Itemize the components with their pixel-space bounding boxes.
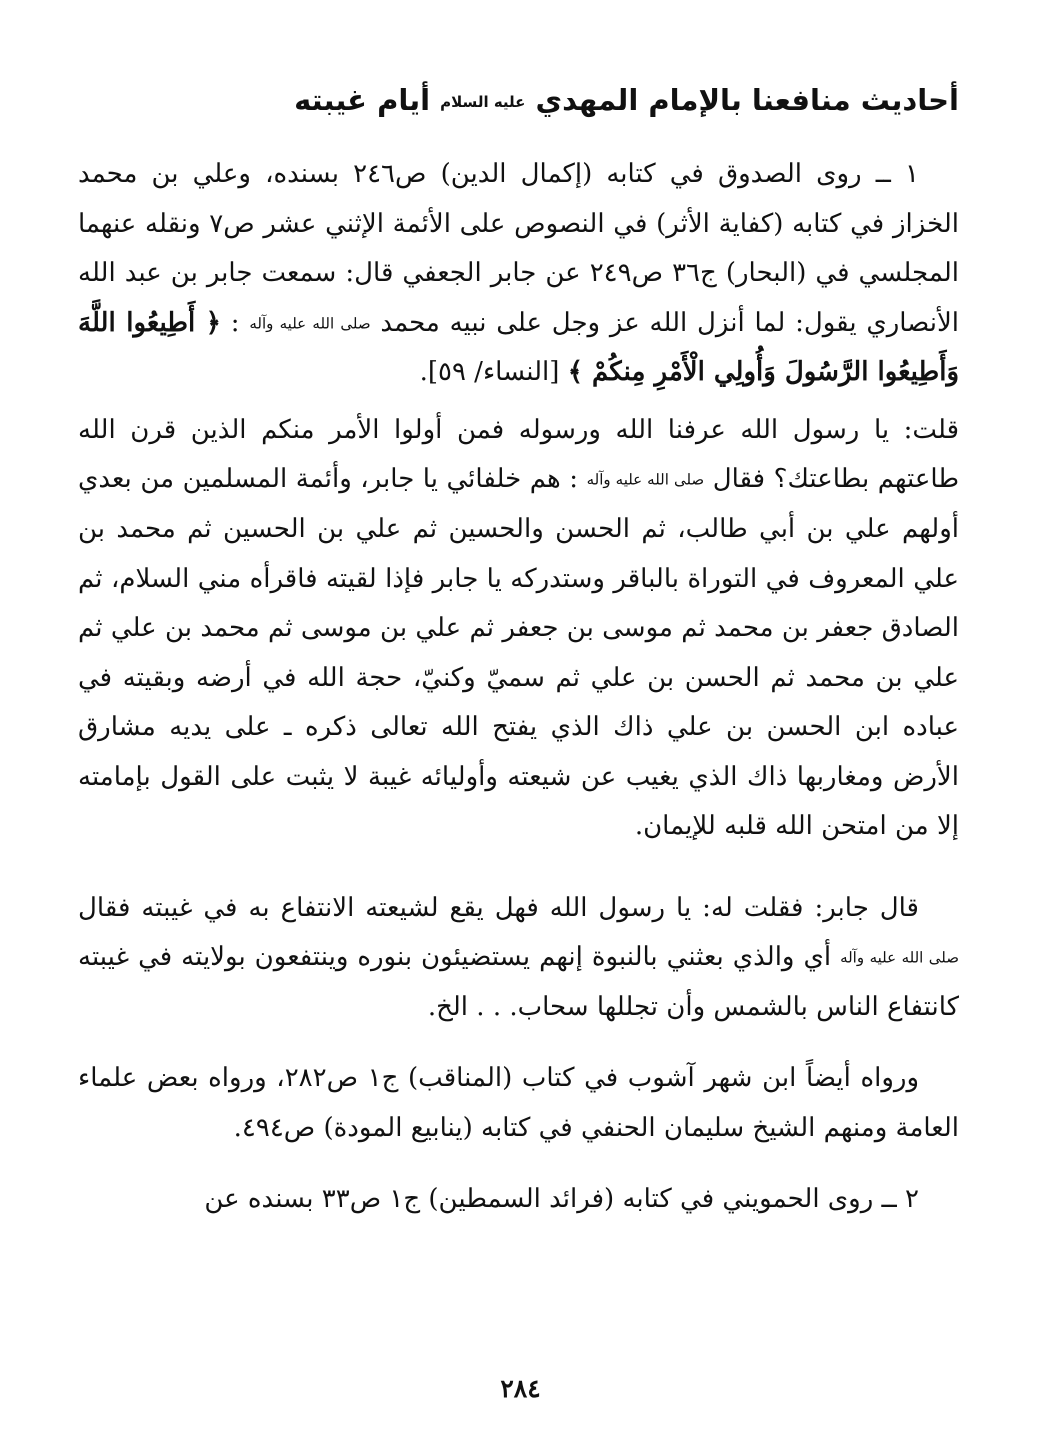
paragraph-2-text-start: قلت: يا رسول الله عرفنا الله ورسوله فمن أولوا الأمر منكم الذين قرن الله طاعتهم بطاعتك؟ فقال [78, 414, 960, 495]
paragraph-2 [78, 406, 959, 852]
salutation-mark: عليه السلام [440, 93, 526, 111]
salutation-mark: صلى الله عليه وآله [586, 470, 705, 489]
quran-verse: ﴿ أَطِيعُوا اللَّهَ وَأَطِيعُوا الرَّسُولَ وَأُولِي الْأَمْرِ مِنكُمْ ﴾ [78, 307, 959, 388]
paragraph-1-colon: : [230, 307, 240, 338]
salutation-mark: صلى الله عليه وآله [249, 313, 371, 332]
paragraph-4 [78, 1054, 959, 1153]
header-title-start: أحاديث منافعنا بالإمام المهدي [535, 83, 959, 117]
salutation-mark: صلى الله عليه وآله [840, 948, 960, 967]
paragraph-1-text: ١ ــ روى الصدوق في كتابه (إكمال الدين) ص٢٤٦ بسنده، وعلي بن محمد الخزاز في كتابه (كفاية الأثر) في النصوص على الأئمة الإثني عشر ص٧ ونقله عنهما المجلسي في (البحار) ج٣٦ ص٢٤٩ عن جابر الجعفي قال: سمعت جابر بن عبد الله الأنصاري يقول: لما أنزل الله عز وجل على نبيه محمد [78, 159, 960, 338]
page-header [78, 78, 959, 124]
paragraph-1 [78, 150, 959, 398]
paragraph-5-text: ٢ ــ روى الحمويني في كتابه (فرائد السمطين) ج١ ص٣٣ بسنده عن [204, 1184, 919, 1215]
page-number: ٢٨٤ [500, 1374, 541, 1403]
quran-citation: [النساء/ ٥٩]. [419, 357, 560, 388]
header-title-end: أيام غيبته [294, 83, 431, 117]
paragraph-3-text-end: أي والذي بعثني بالنبوة إنهم يستضيئون بنوره وينتفعون بولايته في غيبته كانتفاع الناس بالشمس وأن تجللها سحاب. . . الخ. [78, 942, 959, 1022]
paragraph-2-text-end: : هم خلفائي يا جابر، وأئمة المسلمين من بعدي أولهم علي بن أبي طالب، ثم الحسن والحسين ثم علي بن الحسين ثم محمد بن علي المعروف في التوراة بالباقر وستدركه يا جابر فإذا لقيته فاقرأه مني السلام، ثم الصادق جعفر بن محمد ثم موسى بن جعفر ثم علي بن موسى ثم محمد بن علي ثم علي بن محمد ثم الحسن بن علي ثم سميّ وكنيّ، حجة الله في أرضه وبقيته في عباده ابن الحسن بن علي ذاك الذي يفتح الله تعالى ذكره ـ على يديه مشارق الأرض ومغاربها ذاك الذي يغيب عن شيعته وأوليائه غيبة لا يثبت على القول بإمامته إلا من امتحن الله قلبه للإيمان. [78, 464, 959, 841]
paragraph-3 [78, 884, 959, 1033]
paragraph-5 [78, 1175, 959, 1225]
paragraph-3-text-start: قال جابر: فقلت له: يا رسول الله فهل يقع لشيعته الانتفاع به في غيبته فقال [78, 892, 919, 923]
paragraph-4-text: ورواه أيضاً ابن شهر آشوب في كتاب (المناقب) ج١ ص٢٨٢، ورواه بعض علماء العامة ومنهم الشيخ سليمان الحنفي في كتابه (ينابيع المودة) ص٤٩٤. [78, 1063, 959, 1143]
